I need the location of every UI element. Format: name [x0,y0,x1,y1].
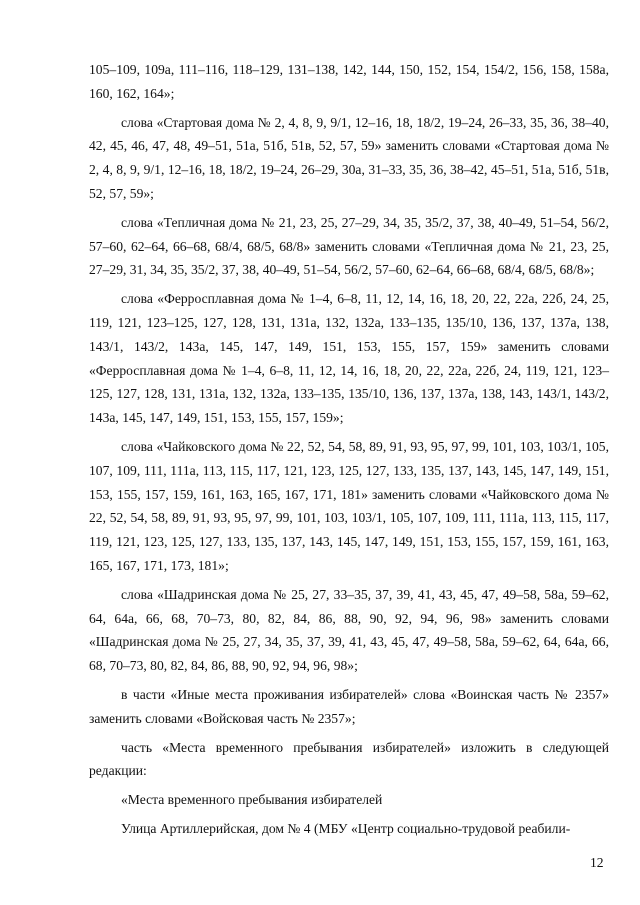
paragraph-startovaya: слова «Стартовая дома № 2, 4, 8, 9, 9/1, 12–16, 18, 18/2, 19–24, 26–33, 35, 36, 38–40, 42, 45, 46, 47, 48, 49–51, 51а, 51б, 51в, 52, 57, 59» заменить словами «Стартовая дома № 2, 4, 8, 9, 9/1, 12–16, 18, 18/2, 19–24, 26–29, 30а, 31–33, 35, 36, 38–42, 45–51, 51а, 51б, 51в, 52, 57, 59»; [89,114,609,201]
document-body [89,58,609,846]
paragraph-mesta-vremennogo: часть «Места временного пребывания избирателей» изложить в следующей редакции: [89,739,609,779]
paragraph-chaykovskogo: слова «Чайковского дома № 22, 52, 54, 58, 89, 91, 93, 95, 97, 99, 101, 103, 103/1, 105, 107, 109, 111, 111а, 113, 115, 117, 121, 123, 125, 127, 133, 135, 137, 143, 145, 147, 149, 151, 153, 155, 157, 159, 161, 163, 165, 167, 171, 181» заменить словами «Чайковского дома № 22, 52, 54, 58, 89, 91, 93, 95, 97, 99, 101, 103, 103/1, 105, 107, 109, 111, 111а, 113, 115, 117, 119, 121, 123, 125, 127, 133, 135, 137, 143, 145, 147, 149, 151, 153, 155, 157, 159, 161, 163, 165, 167, 171, 173, 181»; [89,438,609,573]
paragraph-inye-mesta: в части «Иные места проживания избирателей» слова «Воинская часть № 2357» заменить словами «Войсковая часть № 2357»; [89,686,609,726]
paragraph-shadrinskaya: слова «Шадринская дома № 25, 27, 33–35, 37, 39, 41, 43, 45, 47, 49–58, 58а, 59–62, 64, 64а, 66, 68, 70–73, 80, 82, 84, 86, 88, 90, 92, 94, 96, 98» заменить словами «Шадринская дома № 25, 27, 34, 35, 37, 39, 41, 43, 45, 47, 49–58, 58а, 59–62, 64, 64а, 66, 68, 70–73, 80, 82, 84, 86, 88, 90, 92, 94, 96, 98»; [89,586,609,674]
paragraph-artilleriyskaya: Улица Артиллерийская, дом № 4 (МБУ «Центр социально-трудовой реабили- [121,820,571,836]
paragraph-teplichnaya: слова «Тепличная дома № 21, 23, 25, 27–29, 34, 35, 35/2, 37, 38, 40–49, 51–54, 56/2, 57–60, 62–64, 66–68, 68/4, 68/5, 68/8» заменить словами «Тепличная дома № 21, 23, 25, 27–29, 31, 34, 35, 35/2, 37, 38, 40–49, 51–54, 56/2, 57–60, 62–64, 66–68, 68/4, 68/5, 68/8»; [89,214,609,278]
paragraph-continuation: 105–109, 109а, 111–116, 118–129, 131–138, 142, 144, 150, 152, 154, 154/2, 156, 158, 158а, 160, 162, 164»; [89,62,609,101]
page-number: 12 [590,855,604,870]
section-heading: «Места временного пребывания избирателей [121,792,383,808]
paragraph-ferrosplavnaya: слова «Ферросплавная дома № 1–4, 6–8, 11, 12, 14, 16, 18, 20, 22, 22а, 22б, 24, 25, 119, 121, 123–125, 127, 128, 131, 131а, 132, 132а, 133–135, 135/10, 136, 137, 137а, 138, 143/1, 143/2, 143а, 145, 147, 149, 151, 153, 155, 157, 159» заменить словами «Ферросплавная дома № 1–4, 6–8, 11, 12, 14, 16, 18, 20, 22, 22а, 22б, 24, 119, 121, 123–125, 127, 128, 131, 131а, 132, 132а, 133–135, 135/10, 136, 137, 137а, 138, 143, 143/1, 143/2, 143а, 145, 147, 149, 151, 153, 155, 157, 159»; [89,291,609,426]
